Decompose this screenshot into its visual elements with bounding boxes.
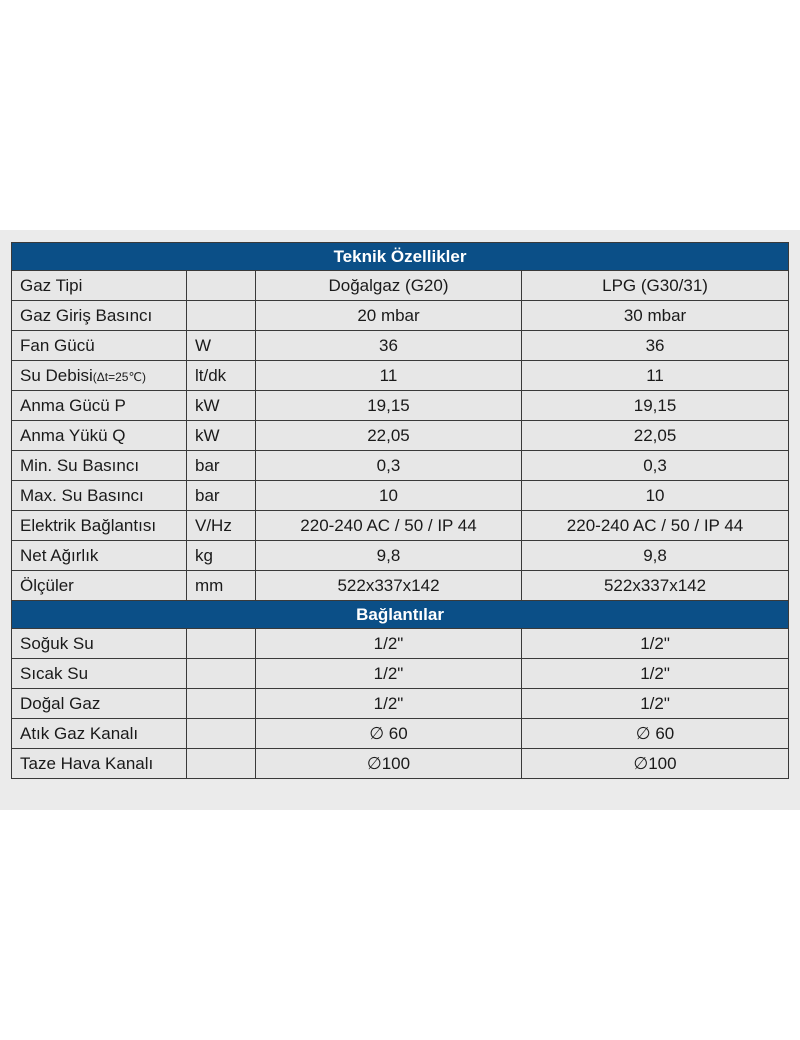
row-label: Ölçüler: [12, 571, 187, 601]
row-value-lpg: 19,15: [522, 391, 789, 421]
table-row: [12, 689, 789, 719]
table-row: [12, 301, 789, 331]
row-value-g20: 220-240 AC / 50 / IP 44: [256, 511, 522, 541]
row-value-lpg: 9,8: [522, 541, 789, 571]
row-value-lpg: 30 mbar: [522, 301, 789, 331]
row-value-lpg: ∅100: [522, 749, 789, 779]
row-label: Taze Hava Kanalı: [12, 749, 187, 779]
row-value-lpg: 22,05: [522, 421, 789, 451]
row-label: Anma Yükü Q: [12, 421, 187, 451]
table-row: [12, 511, 789, 541]
row-unit: [187, 301, 256, 331]
row-value-lpg: ∅ 60: [522, 719, 789, 749]
row-value-g20: 1/2": [256, 689, 522, 719]
row-unit: kg: [187, 541, 256, 571]
row-label: Soğuk Su: [12, 629, 187, 659]
row-label: Elektrik Bağlantısı: [12, 511, 187, 541]
row-value-lpg: 10: [522, 481, 789, 511]
row-unit: kW: [187, 391, 256, 421]
row-value-g20: 36: [256, 331, 522, 361]
row-unit: bar: [187, 451, 256, 481]
column-header-row: [12, 271, 789, 301]
table-row: [12, 361, 789, 391]
row-label: Net Ağırlık: [12, 541, 187, 571]
row-label: Doğal Gaz: [12, 689, 187, 719]
column-lpg: LPG (G30/31): [522, 271, 789, 301]
row-unit: [187, 659, 256, 689]
row-unit: mm: [187, 571, 256, 601]
spec-panel: [0, 230, 800, 810]
row-value-lpg: 1/2": [522, 659, 789, 689]
row-value-lpg: 0,3: [522, 451, 789, 481]
table-row: [12, 571, 789, 601]
row-value-lpg: 522x337x142: [522, 571, 789, 601]
table-row: [12, 541, 789, 571]
column-natural-gas: Doğalgaz (G20): [256, 271, 522, 301]
row-label: Atık Gaz Kanalı: [12, 719, 187, 749]
row-unit: W: [187, 331, 256, 361]
table-row: [12, 331, 789, 361]
row-unit: V/Hz: [187, 511, 256, 541]
table-row: [12, 719, 789, 749]
table-row: [12, 451, 789, 481]
row-label: Anma Gücü P: [12, 391, 187, 421]
row-value-lpg: 220-240 AC / 50 / IP 44: [522, 511, 789, 541]
row-value-g20: 1/2": [256, 629, 522, 659]
table-row: [12, 659, 789, 689]
row-label-cell: [12, 361, 187, 391]
row-unit: kW: [187, 421, 256, 451]
row-value-g20: 1/2": [256, 659, 522, 689]
row-value-g20: 11: [256, 361, 522, 391]
row-label-note: (Δt=25℃): [92, 369, 146, 384]
row-value-g20: ∅100: [256, 749, 522, 779]
table-row: [12, 391, 789, 421]
row-unit: bar: [187, 481, 256, 511]
row-value-g20: 22,05: [256, 421, 522, 451]
table-title: Teknik Özellikler: [12, 243, 789, 271]
row-value-g20: 10: [256, 481, 522, 511]
row-label: Max. Su Basıncı: [12, 481, 187, 511]
column-unit: [187, 271, 256, 301]
row-unit: [187, 689, 256, 719]
row-label: Gaz Giriş Basıncı: [12, 301, 187, 331]
row-value-lpg: 11: [522, 361, 789, 391]
table-row: [12, 749, 789, 779]
row-label: Min. Su Basıncı: [12, 451, 187, 481]
table-row: [12, 481, 789, 511]
table-row: [12, 421, 789, 451]
spec-table: [11, 242, 789, 779]
section-header-row: [12, 601, 789, 629]
table-row: [12, 629, 789, 659]
row-unit: [187, 749, 256, 779]
row-label: Sıcak Su: [12, 659, 187, 689]
column-gas-type: Gaz Tipi: [12, 271, 187, 301]
section-title: Bağlantılar: [12, 601, 789, 629]
row-value-lpg: 1/2": [522, 629, 789, 659]
row-unit: [187, 629, 256, 659]
row-label: Fan Gücü: [12, 331, 187, 361]
row-unit: lt/dk: [187, 361, 256, 391]
table-header-row: [12, 243, 789, 271]
row-value-lpg: 1/2": [522, 689, 789, 719]
row-value-g20: 0,3: [256, 451, 522, 481]
row-value-lpg: 36: [522, 331, 789, 361]
row-value-g20: 20 mbar: [256, 301, 522, 331]
row-value-g20: ∅ 60: [256, 719, 522, 749]
row-value-g20: 9,8: [256, 541, 522, 571]
row-unit: [187, 719, 256, 749]
row-value-g20: 522x337x142: [256, 571, 522, 601]
row-value-g20: 19,15: [256, 391, 522, 421]
row-label: Su Debisi: [20, 365, 93, 385]
